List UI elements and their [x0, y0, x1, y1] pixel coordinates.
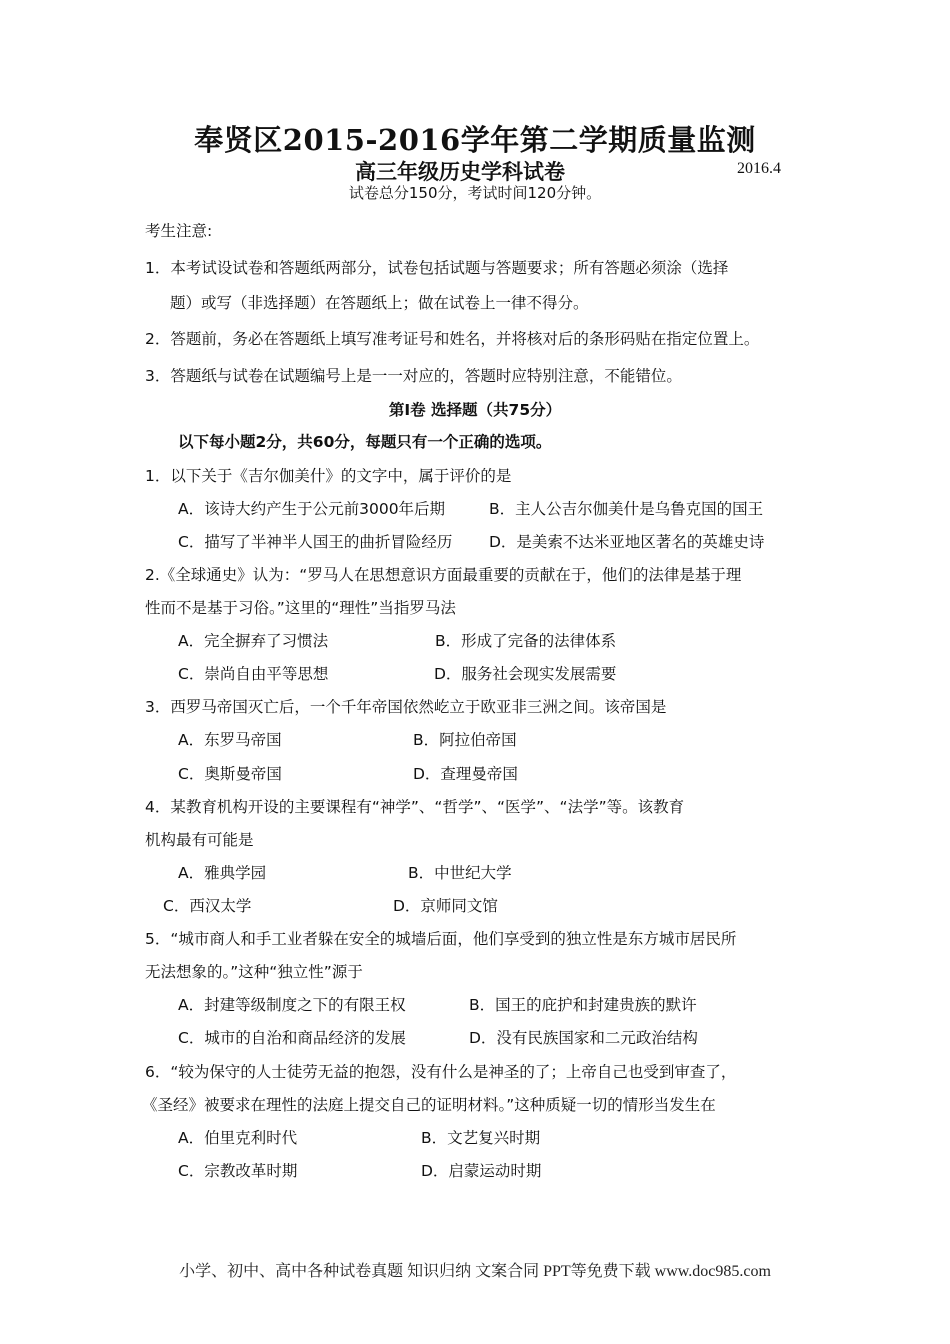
section-instruction: 以下每小题2分，共60分，每题只有一个正确的选项。 [178, 433, 552, 451]
question-6-option-c: C．宗教改革时期 [178, 1162, 298, 1180]
question-4-option-a: A．雅典学园 [178, 864, 267, 882]
question-3-option-b: B．阿拉伯帝国 [413, 731, 517, 749]
question-3-stem: 3．西罗马帝国灭亡后，一个千年帝国依然屹立于欧亚非三洲之间。该帝国是 [145, 698, 667, 716]
question-2-stem-cont: 性而不是基于习俗。”这里的“理性”当指罗马法 [145, 599, 456, 617]
notice-heading: 考生注意: [145, 222, 213, 240]
question-2-option-c: C．崇尚自由平等思想 [178, 665, 329, 683]
question-1-option-c: C．描写了半神半人国王的曲折冒险经历 [178, 533, 453, 551]
question-6-option-a: A．伯里克利时代 [178, 1129, 298, 1147]
section-title: 第Ⅰ卷 选择题（共75分） [388, 401, 562, 419]
question-6-option-d: D．启蒙运动时期 [421, 1162, 542, 1180]
exam-title: 奉贤区2015-2016学年第二学期质量监测 [194, 123, 756, 157]
exam-info: 试卷总分150分，考试时间120分钟。 [348, 184, 602, 202]
question-2-stem: 2.《全球通史》认为：“罗马人在思想意识方面最重要的贡献在于，他们的法律是基于理 [145, 566, 742, 584]
question-6-option-b: B．文艺复兴时期 [421, 1129, 541, 1147]
exam-subtitle: 高三年级历史学科试卷 [355, 159, 565, 184]
notice-item-1: 1．本考试设试卷和答题纸两部分，试卷包括试题与答题要求；所有答题必须涂（选择 [145, 259, 729, 277]
question-2-option-b: B．形成了完备的法律体系 [435, 632, 617, 650]
question-3-option-a: A．东罗马帝国 [178, 731, 282, 749]
question-4-stem-cont: 机构最有可能是 [145, 831, 254, 849]
question-5-stem: 5．“城市商人和手工业者躲在安全的城墙后面，他们享受到的独立性是东方城市居民所 [145, 930, 737, 948]
notice-item-1-cont: 题）或写（非选择题）在答题纸上；做在试卷上一律不得分。 [170, 294, 589, 312]
notice-item-2: 2．答题前，务必在答题纸上填写准考证号和姓名，并将核对后的条形码贴在指定位置上。 [145, 330, 760, 348]
question-2-option-a: A．完全摒弃了习惯法 [178, 632, 329, 650]
exam-date: 2016.4 [737, 160, 781, 177]
question-5-option-d: D．没有民族国家和二元政治结构 [469, 1029, 698, 1047]
notice-item-3: 3．答题纸与试卷在试题编号上是一一对应的，答题时应特别注意，不能错位。 [145, 367, 682, 385]
question-1-option-a: A．该诗大约产生于公元前3000年后期 [178, 500, 446, 518]
question-4-option-c: C．西汉太学 [163, 897, 252, 915]
footer-watermark: 小学、初中、高中各种试卷真题 知识归纳 文案合同 PPT等免费下载 www.doc985.com [179, 1263, 771, 1280]
question-3-option-c: C．奥斯曼帝国 [178, 765, 282, 783]
question-1-option-b: B．主人公吉尔伽美什是乌鲁克国的国王 [489, 500, 764, 518]
question-5-option-c: C．城市的自治和商品经济的发展 [178, 1029, 406, 1047]
question-4-option-b: B．中世纪大学 [408, 864, 512, 882]
question-6-stem-cont: 《圣经》被要求在理性的法庭上提交自己的证明材料。”这种质疑一切的情形当发生在 [142, 1096, 716, 1114]
question-2-option-d: D．服务社会现实发展需要 [434, 665, 617, 683]
question-4-option-d: D．京师同文馆 [393, 897, 498, 915]
question-6-stem: 6．“较为保守的人士徒劳无益的抱怨，没有什么是神圣的了；上帝自己也受到审查了， [145, 1063, 737, 1081]
question-5-stem-cont: 无法想象的。”这种“独立性”源于 [145, 963, 363, 981]
question-4-stem: 4．某教育机构开设的主要课程有“神学”、“哲学”、“医学”、“法学”等。该教育 [145, 798, 685, 816]
question-3-option-d: D．查理曼帝国 [413, 765, 518, 783]
question-1-stem: 1．以下关于《吉尔伽美什》的文字中，属于评价的是 [145, 467, 512, 485]
question-5-option-b: B．国王的庇护和封建贵族的默许 [469, 996, 697, 1014]
question-5-option-a: A．封建等级制度之下的有限王权 [178, 996, 406, 1014]
question-1-option-d: D．是美索不达米亚地区著名的英雄史诗 [489, 533, 765, 551]
